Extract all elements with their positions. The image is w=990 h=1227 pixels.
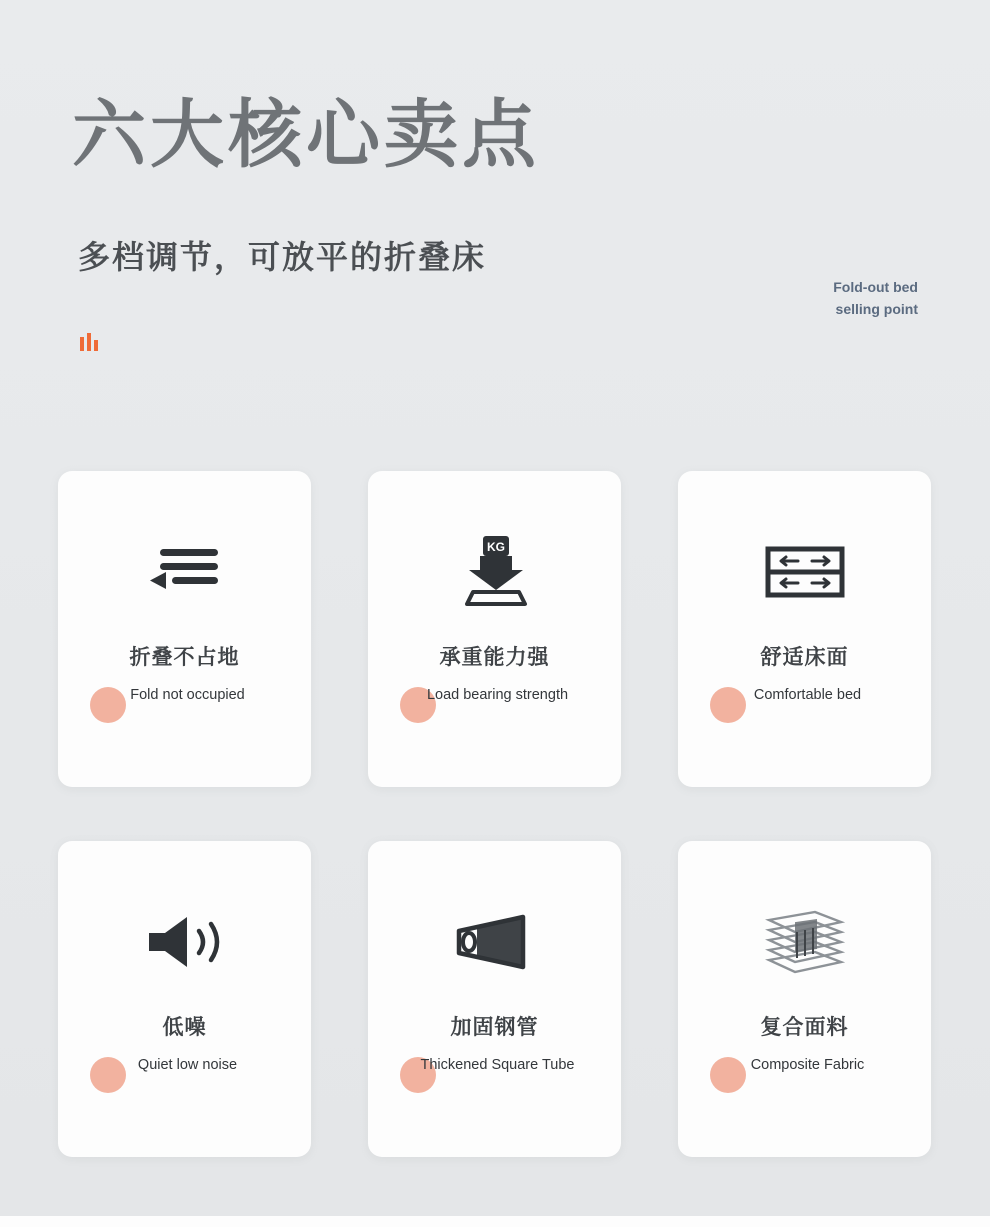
feature-subtitle-wrap (368, 687, 621, 703)
feature-subtitle: Load bearing strength (426, 687, 569, 703)
composite-fabric-layers-icon (678, 887, 931, 997)
feature-subtitle: Quiet low noise (137, 1057, 238, 1073)
feature-title: 加固钢管 (450, 1016, 539, 1039)
feature-subtitle-wrap (368, 1057, 621, 1073)
page-subtitle: 多档调节，可放平的折叠床 (78, 239, 487, 275)
feature-card (368, 841, 621, 1157)
feature-title: 复合面料 (760, 1016, 849, 1039)
page-title: 六大核心卖点 (72, 93, 540, 176)
feature-subtitle: Comfortable bed (753, 687, 862, 703)
feature-card (58, 471, 311, 787)
feature-subtitle: Composite Fabric (750, 1057, 865, 1073)
square-tube-icon (368, 887, 621, 997)
speaker-low-noise-icon (58, 887, 311, 997)
dot-accent (90, 1057, 126, 1093)
feature-title: 低噪 (162, 1016, 207, 1039)
feature-card (678, 471, 931, 787)
feature-card (678, 841, 931, 1157)
dot-accent (710, 1057, 746, 1093)
dot-accent (710, 687, 746, 723)
fold-lines-arrow-icon (58, 517, 311, 627)
dot-accent (90, 687, 126, 723)
english-caption (748, 276, 918, 321)
kg-load-arrow-icon (368, 517, 621, 627)
feature-title: 折叠不占地 (129, 646, 240, 669)
feature-subtitle-wrap (678, 687, 931, 703)
bed-surface-width-icon (678, 517, 931, 627)
bottom-edge-strip (0, 1216, 990, 1227)
feature-title: 承重能力强 (439, 646, 550, 669)
english-caption-line2: selling point (835, 301, 918, 318)
feature-card (58, 841, 311, 1157)
feature-card-grid (58, 471, 932, 1157)
accent-marks-icon (80, 333, 98, 351)
feature-card (368, 471, 621, 787)
feature-subtitle-wrap (58, 687, 311, 703)
feature-subtitle-wrap (678, 1057, 931, 1073)
feature-subtitle: Thickened Square Tube (420, 1057, 575, 1073)
svg-text:KG: KG (486, 540, 505, 554)
feature-title: 舒适床面 (760, 646, 849, 669)
english-caption-line1: Fold-out bed (833, 279, 918, 295)
feature-subtitle: Fold not occupied (130, 687, 245, 703)
feature-subtitle-wrap (58, 1057, 311, 1073)
